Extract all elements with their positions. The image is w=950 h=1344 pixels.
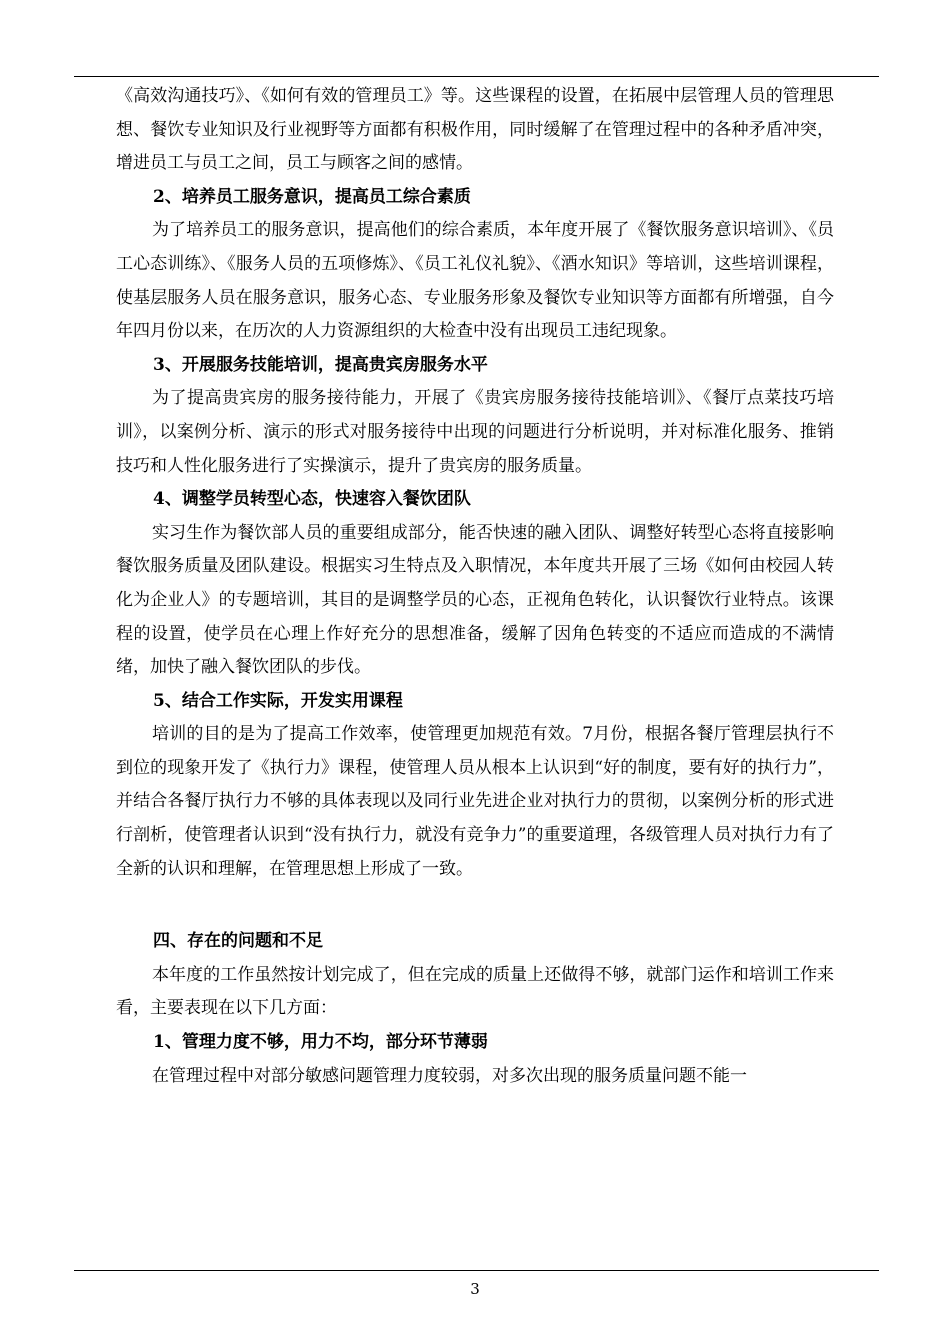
footer-rule [74, 1270, 879, 1271]
section-paragraph-3: 为了提高贵宾房的服务接待能力，开展了《贵宾房服务接待技能培训》、《餐厅点菜技巧培训》，以案例分析、演示的形式对服务接待中出现的问题进行分析说明，并对标准化服务、推销技巧和人性化服务进行了实操演示，提升了贵宾房的服务质量。 [116, 388, 834, 476]
header-rule [74, 76, 879, 77]
issue1-paragraph: 在管理过程中对部分敏感问题管理力度较弱，对多次出现的服务质量问题不能一 [152, 1065, 747, 1086]
part4-heading: 四、存在的问题和不足 [153, 931, 323, 952]
issue1-heading: 1、管理力度不够，用力不均，部分环节薄弱 [153, 1032, 488, 1053]
section-heading-3: 3、开展服务技能培训，提高贵宾房服务水平 [153, 354, 488, 375]
section-paragraph-5: 培训的目的是为了提高工作效率，使管理更加规范有效。7月份，根据各餐厅管理层执行不到位的现象开发了《执行力》课程，使管理人员从根本上认识到“好的制度，要有好的执行力”，并结合各餐厅执行力不够的具体表现以及同行业先进企业对执行力的贯彻，以案例分析的形式进行剖析，使管理者认识到“没有执行力，就没有竞争力”的重要道理，各级管理人员对执行力有了全新的认识和理解，在管理思想上形成了一致。 [116, 724, 834, 879]
section-paragraph-4: 实习生作为餐饮部人员的重要组成部分，能否快速的融入团队、调整好转型心态将直接影响餐饮服务质量及团队建设。根据实习生特点及入职情况，本年度共开展了三场《如何由校园人转化为企业人》的专题培训，其目的是调整学员的心态，正视角色转化，认识餐饮行业特点。该课程的设置，使学员在心理上作好充分的思想准备，缓解了因角色转变的不适应而造成的不满情绪，加快了融入餐饮团队的步伐。 [116, 522, 834, 678]
section-spacer [116, 886, 834, 925]
section-paragraph-2: 为了培养员工的服务意识，提高他们的综合素质，本年度开展了《餐饮服务意识培训》、《员工心态训练》、《服务人员的五项修炼》、《员工礼仪礼貌》、《酒水知识》等培训，这些培训课程，使基层服务人员在服务意识，服务心态、专业服务形象及餐饮专业知识等方面都有所增强，自今年四月份以来，在历次的人力资源组织的大检查中没有出现员工违纪现象。 [116, 220, 834, 342]
section-heading-4: 4、调整学员转型心态，快速容入餐饮团队 [153, 489, 471, 510]
document-body [116, 80, 834, 1093]
continued-paragraph: 《高效沟通技巧》、《如何有效的管理员工》等。这些课程的设置，在拓展中层管理人员的管理思想、餐饮专业知识及行业视野等方面都有积极作用，同时缓解了在管理过程中的各种矛盾冲突，增进员工与员工之间，员工与顾客之间的感情。 [116, 86, 834, 174]
section-heading-2: 2、培养员工服务意识，提高员工综合素质 [153, 186, 471, 207]
part4-intro: 本年度的工作虽然按计划完成了，但在完成的质量上还做得不够，就部门运作和培训工作来看，主要表现在以下几方面： [116, 964, 834, 1019]
section-heading-5: 5、结合工作实际，开发实用课程 [153, 690, 403, 711]
page-number: 3 [470, 1280, 480, 1298]
